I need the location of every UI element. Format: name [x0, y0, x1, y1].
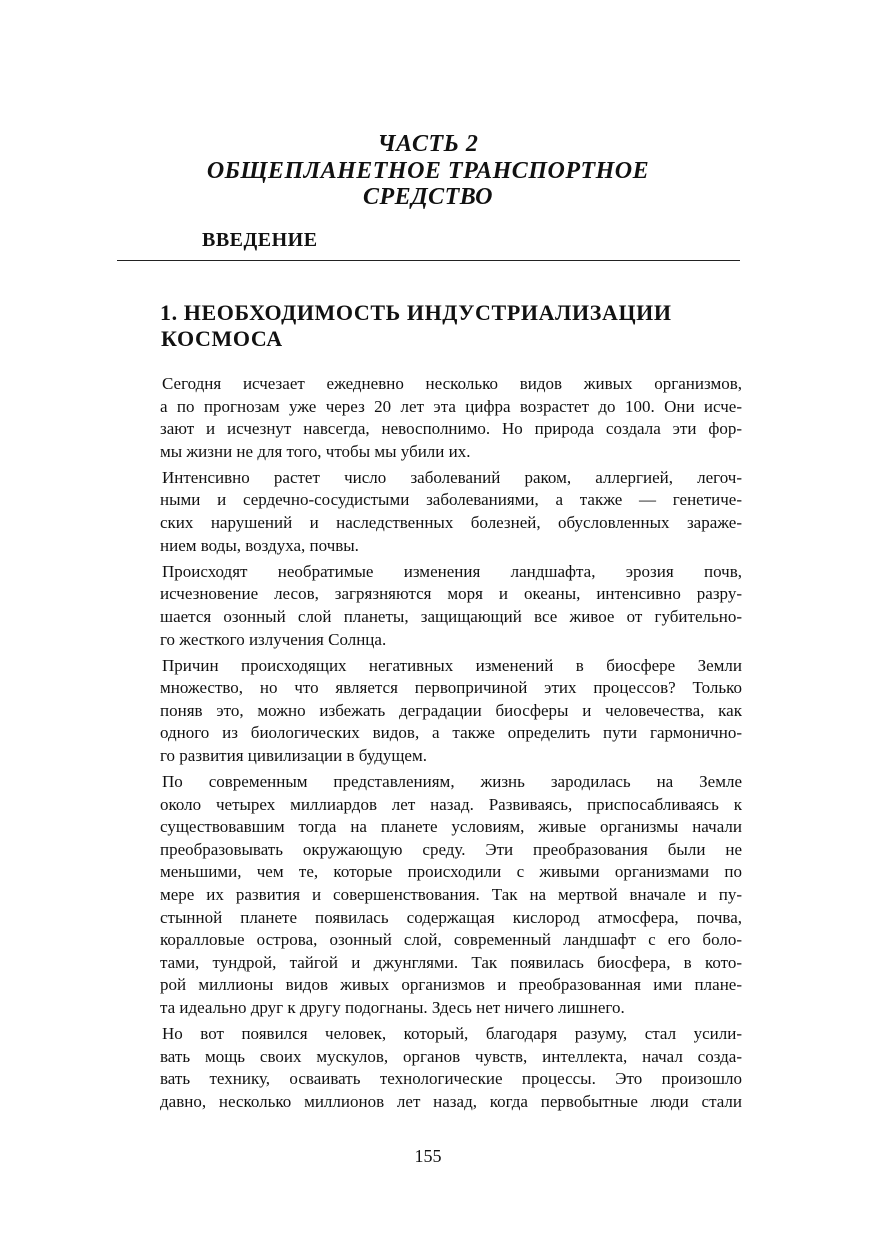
text-line: давно, несколько миллионов лет назад, когда первобытные люди стали — [160, 1091, 742, 1111]
part-title — [0, 131, 856, 211]
part-title-line: ЧАСТЬ 2 — [377, 131, 479, 157]
text-line: шается озонный слой планеты, защищающий все живое от губительно- — [160, 606, 742, 626]
text-line: преобразовывать окружающую среду. Эти преобразования были не — [160, 839, 742, 859]
heading-divider — [117, 260, 740, 261]
paragraph — [160, 655, 742, 768]
text-line: Сегодня исчезает ежедневно несколько видов живых организмов, — [162, 374, 742, 393]
text-line: мере их развития и совершенствования. Так на мертвой вначале и пу- — [160, 885, 742, 905]
text-line: меньшими, чем те, которые происходили с живыми организмами по — [160, 862, 742, 882]
text-line: исчезновение лесов, загрязняются моря и океаны, интенсивно разру- — [160, 584, 742, 604]
part-title-line: ОБЩЕПЛАНЕТНОЕ ТРАНСПОРТНОЕ — [206, 157, 650, 184]
text-line: около четырех миллиардов лет назад. Развиваясь, приспосабливаясь к — [160, 794, 742, 814]
text-line: рой миллионы видов живых организмов и преобразованная ими плане- — [160, 975, 742, 995]
text-line: зают и исчезнут навсегда, невосполнимо. Но природа создала эти фор- — [160, 419, 742, 439]
text-line: ских нарушений и наследственных болезней, обусловленных зараже- — [160, 513, 742, 533]
text-line: Но вот появился человек, который, благодаря разуму, стал усили- — [162, 1024, 742, 1044]
section-heading-line: 1. НЕОБХОДИМОСТЬ ИНДУСТРИАЛИЗАЦИИ — [160, 300, 672, 325]
paragraph — [160, 561, 742, 651]
text-line: мы жизни не для того, чтобы мы убили их. — [160, 441, 471, 461]
text-line: ными и сердечно-сосудистыми заболеваниями, а также — генетиче- — [160, 490, 742, 510]
text-line: поняв это, можно избежать деградации биосферы и человечества, как — [160, 700, 742, 720]
text-line: Происходят необратимые изменения ландшафта, эрозия почв, — [162, 561, 742, 581]
section-heading-line: КОСМОСА — [161, 326, 283, 351]
text-line: тами, тундрой, тайгой и джунглями. Так появилась биосфера, в кото- — [160, 952, 742, 972]
paragraph — [160, 373, 742, 463]
section-heading — [160, 300, 672, 352]
text-line: нием воды, воздуха, почвы. — [160, 535, 359, 555]
text-line: та идеально друг к другу подогнаны. Здесь нет ничего лишнего. — [160, 998, 625, 1018]
text-line: вать технику, осваивать технологические процессы. Это произошло — [160, 1069, 742, 1089]
paragraph — [160, 771, 742, 1020]
text-line: По современным представлениям, жизнь зародилась на Земле — [162, 772, 742, 792]
text-line: существовавшим тогда на планете условиям, живые организмы начали — [160, 817, 742, 837]
paragraph — [160, 467, 742, 557]
introduction-heading: ВВЕДЕНИЕ — [202, 229, 318, 251]
text-line: го развития цивилизации в будущем. — [160, 746, 427, 765]
text-line: стынной планете появилась содержащая кислород атмосфера, почва, — [160, 907, 742, 927]
paragraph — [160, 1023, 742, 1113]
part-title-line: СРЕДСТВО — [363, 184, 493, 210]
text-line: вать мощь своих мускулов, органов чувств, интеллекта, начал созда- — [160, 1046, 742, 1066]
text-line: Интенсивно растет число заболеваний раком, аллергией, легоч- — [162, 467, 742, 487]
text-line: а по прогнозам уже через 20 лет эта цифра возрастет до 100. Они исче- — [160, 396, 742, 416]
body-text — [160, 373, 742, 1117]
text-line: го жесткого излучения Солнца. — [160, 629, 387, 649]
page-number: 155 — [414, 1146, 442, 1166]
text-line: множество, но что является первопричиной этих процессов? Только — [160, 678, 742, 698]
text-line: одного из биологических видов, а также определить пути гармонично- — [160, 723, 742, 743]
text-line: коралловые острова, озонный слой, современный ландшафт с его боло- — [160, 930, 742, 950]
text-line: Причин происходящих негативных изменений в биосфере Земли — [162, 655, 742, 675]
